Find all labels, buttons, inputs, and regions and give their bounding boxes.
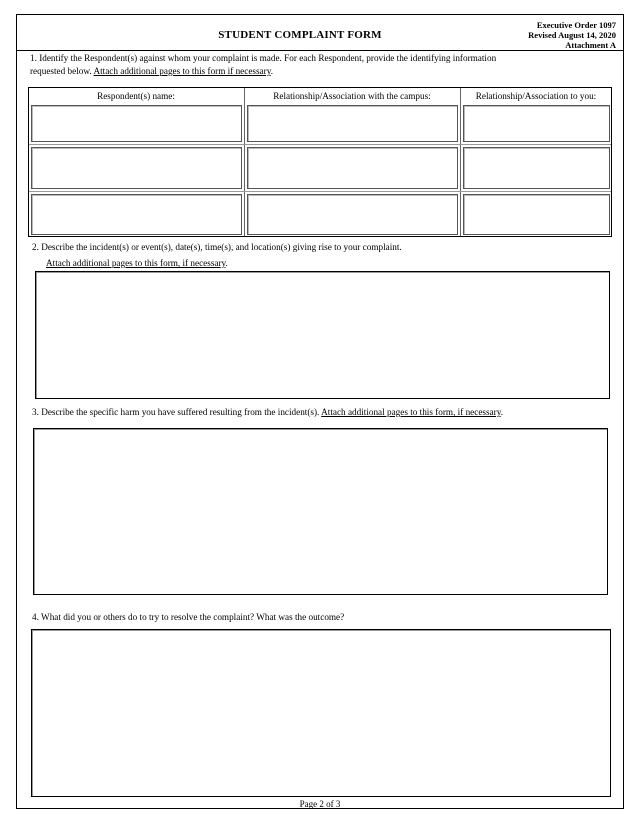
page-number: Page 2 of 3 (299, 799, 341, 809)
question-3: 3. Describe the specific harm you have suffered resulting from the incident(s). Attach additional pages to this form, if necessary. (32, 407, 503, 417)
row-divider (29, 191, 611, 192)
document-reference (528, 20, 616, 50)
col-header-name: Respondent(s) name: (97, 91, 175, 101)
question-2 (32, 241, 402, 270)
executive-order: Executive Order 1097 (536, 20, 616, 30)
resolution-description-field[interactable] (31, 629, 611, 797)
row-divider (29, 144, 611, 145)
respondent-name-field-3[interactable] (31, 194, 242, 235)
table-divider (460, 88, 461, 236)
incident-description-field[interactable] (35, 271, 610, 399)
attach-pages-note: Attach additional pages to this form, if necessary (46, 258, 226, 268)
header-rule (16, 50, 624, 51)
question-4-text: 4. What did you or others do to try to resolve the complaint? What was the outcome? (32, 612, 345, 622)
question-1-text: 1. Identify the Respondent(s) against whom your complaint is made. For each Respondent, provide the identifying information (30, 53, 497, 63)
your-relationship-field-3[interactable] (463, 194, 610, 235)
question-4 (32, 611, 344, 624)
revised-date: Revised August 14, 2020 (528, 30, 616, 40)
form-title: STUDENT COMPLAINT FORM (218, 29, 382, 41)
your-relationship-field-2[interactable] (463, 147, 610, 189)
attach-pages-note: Attach additional pages to this form, if necessary (321, 407, 501, 417)
respondent-name-field-1[interactable] (31, 105, 242, 142)
attachment-label: Attachment A (565, 40, 616, 50)
col-header-campus: Relationship/Association with the campus: (273, 91, 431, 101)
question-1-line2: requested below. Attach additional pages to this form if necessary. (30, 66, 273, 76)
your-relationship-field-1[interactable] (463, 105, 610, 142)
question-2-note: Attach additional pages to this form, if necessary. (46, 258, 228, 268)
question-1 (30, 52, 496, 78)
question-3-text: 3. Describe the specific harm you have suffered resulting from the incident(s). (32, 407, 322, 417)
respondent-name-field-2[interactable] (31, 147, 242, 189)
col-header-you: Relationship/Association to you: (475, 91, 597, 101)
attach-pages-note: Attach additional pages to this form if necessary (93, 66, 271, 76)
table-divider (244, 88, 245, 236)
campus-relationship-field-2[interactable] (247, 147, 458, 189)
question-2-text: 2. Describe the incident(s) or event(s), date(s), time(s), and location(s) giving rise to your complaint. (32, 242, 402, 252)
campus-relationship-field-3[interactable] (247, 194, 458, 235)
harm-description-field[interactable] (33, 428, 608, 595)
campus-relationship-field-1[interactable] (247, 105, 458, 142)
